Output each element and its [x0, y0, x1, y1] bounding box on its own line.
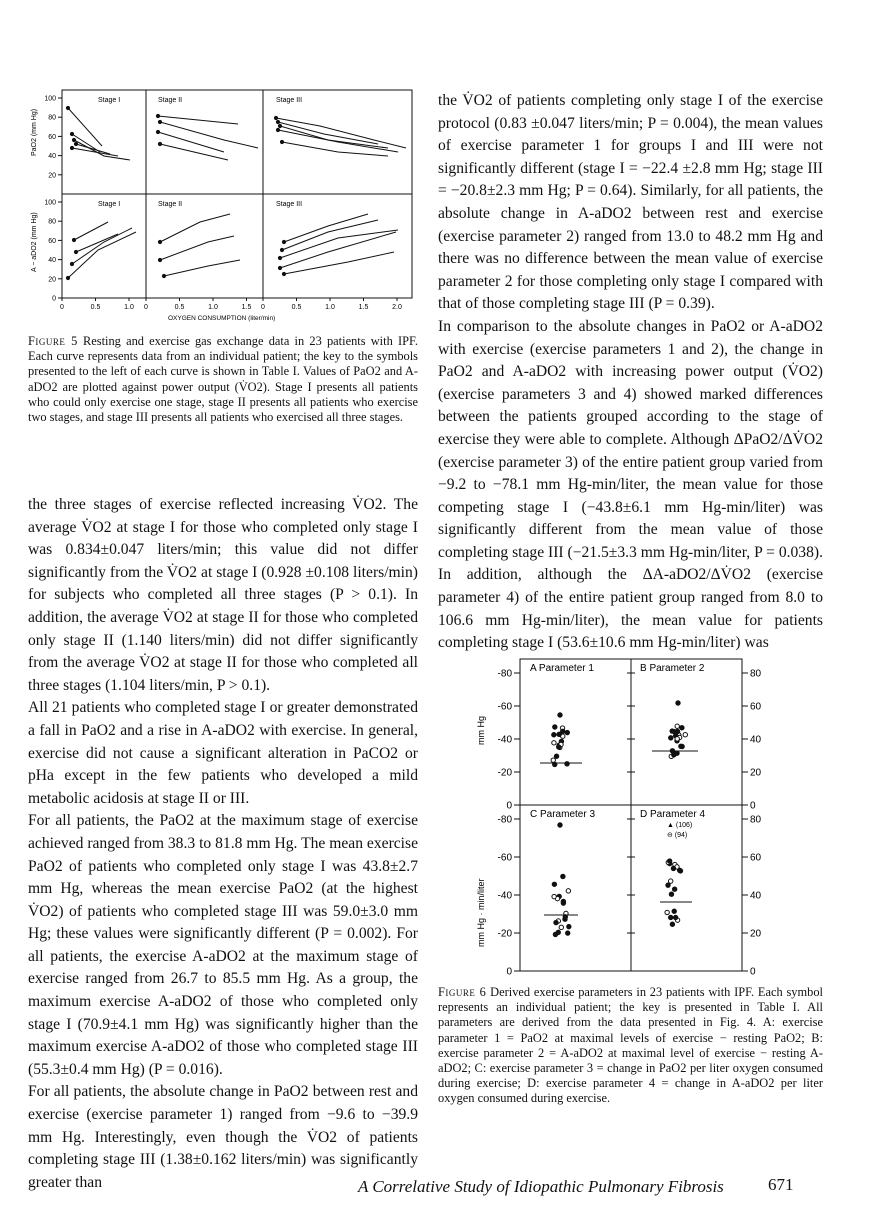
patient-symbol	[683, 732, 687, 736]
x-tick-label: 0.5	[174, 304, 185, 311]
curve-symbol	[282, 240, 285, 243]
y-tick-label: 0	[52, 295, 56, 303]
gas-exchange-curve	[164, 260, 240, 276]
x-tick-label: 1.0	[325, 304, 335, 311]
gas-exchange-curve	[74, 222, 108, 240]
patient-symbol	[563, 915, 567, 919]
gas-exchange-curve	[160, 236, 234, 260]
patient-symbol	[554, 754, 558, 758]
y-label-mmhg-min-liter: mm Hg · min/liter	[476, 878, 486, 947]
curve-symbol	[278, 124, 281, 127]
y-tick-label: 20	[48, 276, 56, 284]
patient-symbol	[551, 758, 555, 762]
x-tick-label: 0	[144, 304, 148, 311]
figure-6-caption-label: Figure 6	[438, 985, 487, 999]
x-tick-label: 1.0	[208, 304, 218, 311]
x-tick-label: 0.5	[291, 304, 302, 311]
x-axis-label: OXYGEN CONSUMPTION (liter/min)	[168, 315, 276, 322]
patient-symbol	[675, 751, 679, 755]
curve-symbol	[280, 248, 283, 251]
figure-5	[28, 82, 420, 322]
patient-symbol	[667, 859, 671, 863]
left-tick-label: -80	[497, 814, 512, 826]
page-number: 671	[768, 1175, 794, 1194]
patient-symbol	[552, 894, 556, 898]
right-tick-label: 60	[750, 701, 762, 713]
left-paragraph-3: For all patients, the PaO2 at the maximum stage of exercise achieved ranged from 38.3 to 81.8 mm Hg. The mean exercise PaO2 of patients who completed only stage I was 43.8±2.7 mm Hg, whereas the mean exercise PaO2 (at the highest V̇O2) of patients who completed stage III was 59.0±3.0 mm Hg; these values were significantly different (P = 0.002). For all patients, the exercise A-aDO2 at the maximum stage of exercise ranged from 26.7 to 85.5 mm Hg. As a group, the maximum exercise A-aDO2 of those who completed only stage I (70.9±4.1 mm Hg) was significantly higher than the maximum exercise A-aDO2 of those who completed stage III (55.3±0.4 mm Hg) (P = 0.016).	[28, 812, 418, 1078]
figure-6-caption	[438, 985, 823, 1107]
curve-symbol	[158, 142, 161, 145]
stage-3-label-bottom: Stage III	[276, 201, 303, 208]
right-tick-label: 80	[750, 814, 762, 826]
patient-symbol	[561, 901, 565, 905]
curve-symbol	[282, 272, 285, 275]
running-title: A Correlative Study of Idiopathic Pulmonary Fibrosis	[358, 1177, 724, 1196]
gas-exchange-curve	[72, 228, 132, 264]
left-paragraph-2: All 21 patients who completed stage I or greater demonstrated a fall in PaO2 and a rise in A-aDO2 with exercise. In general, exercise did not cause a significant alteration in PaCO2 or pHa except in the few patients who developed a mild metabolic acidosis at stage II or III.	[28, 699, 418, 807]
right-paragraph-2: In comparison to the absolute changes in PaO2 or A-aDO2 with exercise (exercise parameters 1 and 2), the change in PaO2 and A-aDO2 with increasing power output (V̇O2) (exercise parameters 3 and 4) showed marked differences between the patients grouped according to the stage of exercise they were able to complete. Although ΔPaO2/ΔV̇O2 (exercise parameter 3) of the entire patient group varied from −9.2 to −78.1 mm Hg-min/liter, the mean value for those competing stage I (−43.8±6.1 mm Hg-min/liter) was significantly different from the mean value of those completing stage III (−21.5±3.3 mm Hg-min/liter, P = 0.038). In addition, although the ΔA-aDO2/ΔV̇O2 (exercise parameter 4) of the entire patient group ranged from 8.0 to 106.6 mm Hg-min/liter), the mean value for patients completing stage I (53.6±10.6 mm Hg-min/liter) was	[438, 317, 823, 652]
patient-symbol	[676, 701, 680, 705]
y-tick-label: 80	[48, 218, 56, 226]
patient-symbol	[552, 882, 556, 886]
patient-symbol	[679, 744, 683, 748]
right-column	[438, 90, 823, 655]
left-tick-label: -40	[497, 734, 512, 746]
curve-symbol	[276, 120, 279, 123]
patient-symbol	[561, 874, 565, 878]
patient-symbol	[675, 724, 679, 728]
right-tick-label: 20	[750, 767, 762, 779]
curve-symbol	[72, 138, 75, 141]
patient-symbol	[566, 889, 570, 893]
patient-symbol	[553, 725, 557, 729]
gas-exchange-curve	[68, 232, 136, 278]
patient-symbol	[558, 823, 562, 827]
gas-exchange-curve	[158, 116, 238, 124]
patient-symbol	[552, 733, 556, 737]
curve-symbol	[156, 130, 159, 133]
right-tick-label: 20	[750, 928, 762, 940]
patient-symbol	[553, 932, 557, 936]
y-tick-label: 60	[48, 237, 56, 245]
curve-symbol	[72, 238, 75, 241]
left-paragraph-4: For all patients, the absolute change in PaO2 between rest and exercise (exercise parameter 1) ranged from −9.6 to −39.9 mm Hg. Interestingly, even though the V̇O2 of patients completing stage III (1.38±0.162 liters/min) was significantly greater than	[28, 1083, 418, 1191]
patient-symbol	[672, 887, 676, 891]
curve-symbol	[70, 132, 73, 135]
stage-2-label-top: Stage II	[158, 97, 183, 104]
gas-exchange-curve	[282, 142, 388, 156]
x-tick-label: 1.5	[241, 304, 252, 311]
patient-symbol	[669, 736, 673, 740]
patient-symbol	[672, 729, 676, 733]
y-tick-label: 40	[48, 153, 56, 161]
curve-symbol	[274, 116, 277, 119]
curve-symbol	[74, 142, 77, 145]
stage-1-label-top: Stage I	[98, 97, 121, 104]
y-tick-label: 20	[48, 172, 56, 180]
x-tick-label: 1.5	[358, 304, 369, 311]
curve-symbol	[276, 128, 279, 131]
gas-exchange-curve	[160, 214, 230, 242]
patient-symbol	[553, 762, 557, 766]
panel-b-label: B Parameter 2	[640, 663, 705, 674]
y-tick-label: 100	[44, 199, 56, 207]
figure-5-caption	[28, 334, 418, 425]
patient-symbol	[557, 732, 561, 736]
curve-symbol	[162, 274, 165, 277]
patient-symbol	[552, 741, 556, 745]
patient-symbol	[672, 909, 676, 913]
patient-symbol	[680, 726, 684, 730]
gas-exchange-curve	[76, 144, 110, 154]
right-tick-label: 0	[750, 800, 756, 812]
figure-6	[470, 655, 800, 980]
curve-symbol	[66, 106, 69, 109]
figure-6-caption-text: Derived exercise parameters in 23 patients with IPF. Each symbol represents an individual patient; the key is presented in Table I. All parameters are derived from the data presented in Fig. 4. A: exercise parameter 1 = PaO2 at maximal levels of exercise − resting PaO2; B: exercise parameter 2 = A-aDO2 at maximal level of exercise − resting A-aDO2; C: exercise parameter 3 = change in PaO2 per liter oxygen consumed during exercise; D: exercise parameter 4 = change in A-aDO2 per liter oxygen consumed during exercise.	[438, 985, 823, 1106]
right-paragraph-1: the V̇O2 of patients completing only stage I of the exercise protocol (0.83 ±0.047 liters/min; P = 0.004), the mean values of exercise parameter 1 for groups I and III were not significantly different (stage I = −22.4 ±2.8 mm Hg; stage III = −20.8±2.3 mm Hg; P = 0.64). Similarly, for all patients, the absolute change in A-aDO2 between rest and exercise (exercise parameter 2) ranged from 13.0 to 48.2 mm Hg and there was no difference between the mean value of exercise parameter 2 for those completing only stage I compared with that of those completing stage III (P = 0.39).	[438, 92, 823, 313]
patient-symbol	[673, 915, 677, 919]
left-tick-label: -20	[497, 767, 512, 779]
x-tick-label: 1.0	[124, 304, 134, 311]
left-tick-label: 0	[506, 966, 512, 978]
panel-a-label: A Parameter 1	[530, 663, 594, 674]
right-tick-label: 60	[750, 852, 762, 864]
panel-d-annotation-94: ⊖ (94)	[667, 832, 688, 839]
y-tick-label: 100	[44, 95, 56, 103]
curve-symbol	[280, 140, 283, 143]
left-column	[28, 494, 418, 1194]
left-tick-label: -40	[497, 890, 512, 902]
curve-symbol	[158, 120, 161, 123]
x-tick-label: 0	[60, 304, 64, 311]
left-tick-label: -80	[497, 668, 512, 680]
stage-1-label-bottom: Stage I	[98, 201, 121, 208]
y-tick-label: 80	[48, 114, 56, 122]
gas-exchange-curve	[158, 132, 224, 152]
gas-exchange-curve	[160, 122, 258, 148]
stage-2-label-bottom: Stage II	[158, 201, 183, 208]
curve-symbol	[156, 114, 159, 117]
left-paragraph-1: the three stages of exercise reflected increasing V̇O2. The average V̇O2 at stage I for those who completed only stage I was 0.834±0.047 liters/min; this value did not differ significantly from the V̇O2 at stage I (0.928 ±0.108 liters/min) for subjects who completed all three stages (P > 0.1). In addition, the average V̇O2 at stage II for those who completed only stage II (1.140 liters/min) did not differ significantly from the average V̇O2 at stage II for those who completed all three stages (1.104 liters/min, P > 0.1).	[28, 496, 418, 694]
figure-5-caption-label: Figure 5	[28, 334, 78, 348]
left-tick-label: -60	[497, 701, 512, 713]
right-tick-label: 80	[750, 668, 762, 680]
gas-exchange-curve	[284, 214, 368, 242]
patient-symbol	[567, 924, 571, 928]
left-tick-label: 0	[506, 800, 512, 812]
patient-symbol	[666, 883, 670, 887]
figure-5-caption-text: Resting and exercise gas exchange data in 23 patients with IPF. Each curve represents data from an individual patient; the key to the symbols presented to the left of each curve is shown in Table I. Values of PaO2 and A-aDO2 are plotted against power output (V̇O2). Stage I presents all patients who could only exercise one stage, stage II presents all patients who exercise two stages, and stage III presents all patients who exercised all three stages.	[28, 334, 418, 425]
right-tick-label: 40	[750, 890, 762, 902]
patient-symbol	[554, 920, 558, 924]
x-tick-label: 0.5	[90, 304, 101, 311]
y-tick-label: 60	[48, 133, 56, 141]
patient-symbol	[675, 737, 679, 741]
patient-symbol	[565, 762, 569, 766]
patient-symbol	[566, 931, 570, 935]
patient-symbol	[558, 713, 562, 717]
right-tick-label: 0	[750, 966, 756, 978]
right-tick-label: 40	[750, 734, 762, 746]
patient-symbol	[670, 922, 674, 926]
gas-exchange-curve	[284, 252, 394, 274]
running-footer	[358, 1177, 818, 1197]
panel-d-annotation-106: ▲ (106)	[667, 822, 693, 829]
patient-symbol	[557, 745, 561, 749]
patient-symbol	[671, 866, 675, 870]
left-tick-label: -60	[497, 852, 512, 864]
left-tick-label: -20	[497, 928, 512, 940]
curve-symbol	[66, 276, 69, 279]
curve-symbol	[278, 266, 281, 269]
panel-c-label: C Parameter 3	[530, 809, 596, 820]
panel-d-label: D Parameter 4	[640, 809, 706, 820]
patient-symbol	[565, 730, 569, 734]
y-axis-label-pao2: PaO2 (mm Hg)	[31, 108, 38, 156]
y-axis-label-aado2: A − aDO2 (mm Hg)	[31, 212, 38, 272]
stage-3-label-top: Stage III	[276, 97, 303, 104]
curve-symbol	[158, 240, 161, 243]
curve-symbol	[70, 262, 73, 265]
curve-symbol	[74, 250, 77, 253]
curve-symbol	[70, 146, 73, 149]
x-tick-label: 2.0	[392, 304, 402, 311]
curve-symbol	[158, 258, 161, 261]
patient-symbol	[559, 925, 563, 929]
x-tick-label: 0	[261, 304, 265, 311]
patient-symbol	[665, 910, 669, 914]
y-tick-label: 40	[48, 257, 56, 265]
patient-symbol	[668, 915, 672, 919]
patient-symbol	[668, 879, 672, 883]
gas-exchange-curve	[160, 144, 228, 160]
y-label-mmhg: mm Hg	[476, 716, 486, 745]
patient-symbol	[669, 892, 673, 896]
curve-symbol	[278, 256, 281, 259]
